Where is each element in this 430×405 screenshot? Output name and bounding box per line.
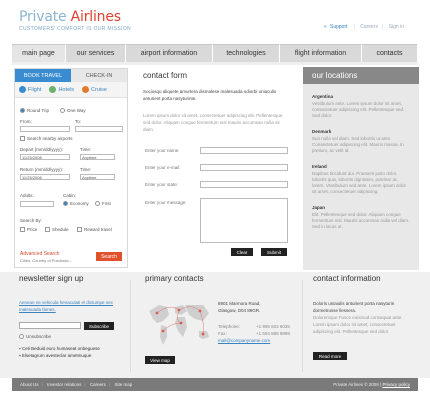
tab-check-in[interactable]: CHECK-IN: [71, 69, 127, 82]
footer: [12, 378, 418, 391]
main-nav: [12, 44, 418, 62]
email-link[interactable]: mail@companyname.com: [218, 338, 271, 343]
clear-button[interactable]: Clear: [231, 248, 253, 256]
nearby-airports-checkbox[interactable]: [20, 136, 25, 141]
depart-label: Depart (mm/dd/yyyy):: [20, 147, 64, 152]
unsubscribe-radio[interactable]: [19, 334, 24, 339]
location-text: Dapibus tincidunt dui. Praesent justo dolor, lobortis quis, lobortis dignissim, pulvinar ac, lorem. Vestibulum sed ante. Lorem ipsum dolor sit amet, consectetuer adipiscing.: [312, 171, 407, 194]
search-by-reward[interactable]: Reward travel: [77, 227, 112, 232]
divider: |: [108, 381, 111, 387]
divider: |: [380, 382, 382, 387]
footer-link-about[interactable]: About Us: [20, 381, 39, 387]
divider: |: [382, 24, 384, 30]
newsletter-text[interactable]: Aenean ne vehicula henaculati el dictumpe nec malesuada fames.: [19, 300, 114, 312]
locations-list: [303, 84, 419, 270]
fax-label: Fax:: [218, 331, 227, 336]
submit-button[interactable]: Submit: [261, 248, 287, 256]
phone-value: +1 959 603 6035: [256, 324, 290, 329]
name-label: Enter your name:: [145, 148, 180, 153]
sign-in-link[interactable]: Sign in: [388, 24, 404, 30]
contact-form-intro: Sociosqu aliquete amurtera dismalese malesuada odiorbi uniaculis anturient porta nasyturinte.: [143, 89, 277, 101]
shedule-checkbox[interactable]: [45, 227, 50, 232]
view-map-button[interactable]: View map: [145, 356, 175, 364]
location-text: Elit. Pellentesque sed dolor. Aliquam congue fermentum nisl. Mauris accumsan nulla vel diam. Sed in lacus ut.: [312, 212, 410, 229]
message-label: Enter your message:: [145, 200, 187, 205]
contact-info-text: Doloremque Fusce euismod consequat ante. Lorem ipsum dolor sit amet, consectetuer adipiscing elit. Pellentesque sed dolor.: [313, 315, 403, 334]
adults-label: Adults:: [20, 193, 34, 198]
location-item: [312, 205, 411, 230]
top-links: [322, 24, 406, 30]
copyright-text: Private Airlines © 2009: [333, 382, 379, 387]
read-more-button[interactable]: Read more: [313, 352, 347, 360]
primary-contacts-heading: primary contacts: [145, 274, 204, 283]
search-button[interactable]: Search: [96, 252, 122, 261]
subscribe-button[interactable]: Subscribe: [84, 322, 114, 330]
address-line: Glasgow, D04 89GR.: [218, 308, 261, 313]
round-trip-radio[interactable]: [20, 108, 25, 113]
address-line: 8901 Marmora Road,: [218, 301, 261, 306]
reward-checkbox[interactable]: [77, 227, 82, 232]
locations-heading: our locations: [303, 67, 419, 84]
newsletter-email-input[interactable]: [19, 322, 81, 329]
booking-widget: [14, 68, 128, 268]
cabin-first-option[interactable]: First: [95, 201, 111, 206]
to-label: To:: [75, 119, 82, 124]
location-item: [312, 129, 411, 154]
footer-links: [20, 382, 135, 388]
footer-link-careers[interactable]: Careers: [89, 381, 106, 387]
fax-value: +1 504 889 9898: [256, 331, 290, 336]
contact-form-heading: contact form: [143, 71, 188, 80]
footer-link-investor[interactable]: Investor relations: [47, 381, 82, 387]
email-label: Enter your e-mail:: [145, 165, 181, 170]
newsletter-heading: newsletter sign up: [19, 274, 84, 283]
one-way-radio[interactable]: [60, 108, 65, 113]
nav-main-page[interactable]: main page: [12, 44, 66, 62]
round-trip-option[interactable]: Round Trip: [20, 108, 49, 113]
divider: |: [84, 381, 86, 387]
address: [218, 300, 261, 314]
state-label: Enter your state:: [145, 182, 179, 187]
slogan: CUSTOMERS' COMFORT IS OUR MISSION: [19, 26, 131, 32]
adults-select[interactable]: [20, 201, 54, 207]
unsubscribe-option[interactable]: Unsubscribe: [19, 334, 51, 339]
logo[interactable]: [19, 10, 121, 24]
price-checkbox[interactable]: [20, 227, 25, 232]
tab-book-travel[interactable]: BOOK TRAVEL: [15, 69, 71, 82]
return-date-input[interactable]: 11/25/2008: [20, 174, 70, 180]
location-item: [312, 94, 411, 119]
cruise-icon: [82, 86, 89, 93]
message-textarea[interactable]: [200, 198, 288, 243]
from-input[interactable]: [20, 126, 70, 132]
search-by-price[interactable]: Price: [20, 227, 37, 232]
cabin-label: Cabin:: [63, 193, 77, 198]
mode-cruise[interactable]: Cruise: [82, 86, 107, 93]
economy-radio[interactable]: [63, 201, 68, 206]
location-text: Vestibulum ante. Lorem ipsum dolor sit amet, consectetuer adipiscing elit. Pellentesque sed. Sed dolor.: [312, 101, 405, 118]
nav-our-services[interactable]: our services: [66, 44, 126, 62]
newsletter-bullet: ▪ Elsetagrum avesteclar ametmuque: [19, 353, 92, 358]
nav-airport-information[interactable]: airport information: [126, 44, 213, 62]
column-divider: [130, 280, 131, 372]
location-item: [312, 164, 411, 195]
location-title: Denmark: [312, 129, 332, 134]
from-label: From:: [20, 119, 32, 124]
contact-info-title: Doloris uniaiulis anturient porta nasyturin dormetrusse llessera.: [313, 301, 395, 313]
world-map: [145, 297, 213, 353]
email-input[interactable]: [200, 164, 288, 171]
careers-link[interactable]: Careers: [360, 24, 378, 30]
location-text: Sun nulla vel diam. Sed lobortis ut ante. Consectetuer adipiscing elit. Mauris massa, In pretium, ac velit id.: [312, 136, 404, 153]
depart-time-select[interactable]: Anytime: [80, 154, 115, 160]
one-way-option[interactable]: One Way: [60, 108, 86, 113]
advanced-search-link[interactable]: Advanced Search: [20, 251, 60, 257]
newsletter-bullet: ▪ Ceti Beduid euro humaseat onbeguese: [19, 346, 100, 351]
search-by-label: Search By:: [20, 218, 43, 223]
cabin-economy-option[interactable]: Economy: [63, 201, 89, 206]
first-radio[interactable]: [95, 201, 100, 206]
mode-flight[interactable]: Flight: [19, 86, 41, 93]
name-input[interactable]: [200, 147, 288, 154]
nav-flight-information[interactable]: flight information: [280, 44, 362, 62]
flight-icon: [19, 86, 26, 93]
logo-text-private: Private: [19, 9, 71, 25]
depart-date-input[interactable]: 11/25/2008: [20, 154, 70, 160]
to-input[interactable]: [75, 126, 123, 132]
phone-label: Telephone:: [218, 324, 241, 329]
nav-technologies[interactable]: technologies: [213, 44, 280, 62]
hotel-icon: [49, 86, 56, 93]
nav-contacts[interactable]: contacts: [362, 44, 418, 62]
privacy-policy-link[interactable]: Privacy policy: [382, 382, 410, 387]
divider: |: [41, 381, 43, 387]
footer-link-sitemap[interactable]: Site map: [114, 381, 133, 387]
column-divider: [302, 280, 303, 372]
contact-form-body: Lorem ipsum dolor sit amet, consectetuer adipiscing elit. Pellentesque sed dolor. Aliquam congue fermentum nisl mauris accumsan nulla sit diam.: [143, 113, 283, 132]
header: [0, 0, 430, 43]
return-time-label: Time:: [80, 167, 92, 172]
divider: |: [353, 24, 355, 30]
advanced-search-hint: Cities, Country of Purchase...: [20, 258, 73, 263]
copyright: [333, 382, 410, 387]
state-input[interactable]: [200, 181, 288, 188]
search-by-shedule[interactable]: Shedule: [45, 227, 69, 232]
nav-shadow: [12, 62, 418, 65]
location-title: Argentina: [312, 94, 334, 99]
return-time-select[interactable]: Anytime: [80, 174, 115, 180]
mode-hotels[interactable]: Hotels: [49, 86, 74, 93]
location-title: Japan: [312, 205, 326, 210]
logo-text-airlines: Airlines: [70, 9, 121, 25]
depart-time-label: Time:: [80, 147, 92, 152]
location-title: Ireland: [312, 164, 327, 169]
nearby-airports-option[interactable]: Search nearby airports: [20, 136, 73, 141]
contact-information-heading: contact information: [313, 274, 381, 283]
support-link[interactable]: » Support: [323, 24, 348, 30]
return-label: Return (mm/dd/yyyy):: [20, 167, 64, 172]
